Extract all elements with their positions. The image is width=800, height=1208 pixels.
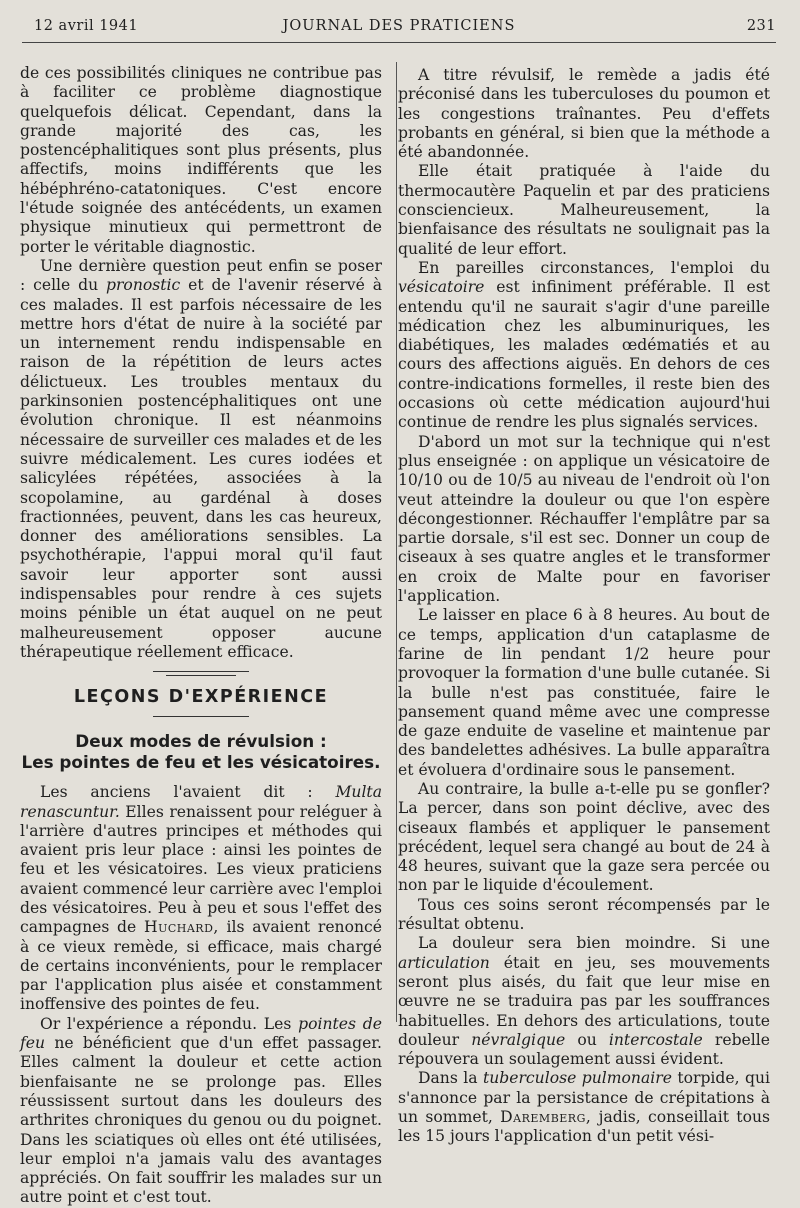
paragraph: En pareilles circonstances, l'emploi du vésicatoire est infiniment préférable. Il est entendu qu'il ne saurait s'agir d'une pareille médication chez les albuminuriques, les diabétiques, les malades œdématiés et au cours des affections aiguës. En dehors de ces contre-indications formelles, il reste bien des occasions où cette médication aujourd'hui continue de rendre les plus signalés services. — [398, 258, 770, 432]
paragraph: Le laisser en place 6 à 8 heures. Au bout de ce temps, application d'un cataplasme de farine de lin pendant 1/2 heure pour provoquer la formation d'une bulle cutanée. Si la bulle n'est pas constituée, faire le pansement quand même avec une compresse de gaze enduite de vaseline et maintenue par des bandelettes adhésives. La bulle apparaîtra et évoluera d'ordinaire sous le pansement. — [398, 606, 770, 779]
paragraph: La douleur sera bien moindre. Si une articulation était en jeu, ses mouvements seront plus aisés, du fait que leur mise en œuvre ne se traduira pas par les souffrances habituelles. En dehors des articulations, toute douleur névralgique ou intercostale rebelle répouvera un soulagement aussi évident. — [398, 934, 770, 1069]
paragraph: Les anciens l'avaient dit : Multa renascuntur. Elles renaissent pour reléguer à l'arrière d'autres principes et méthodes qui avaient pris leur place : ainsi les pointes de feu et les vésicatoires. Les vieux praticiens avaient commencé leur carrière avec l'emploi des vésicatoires. Peu à peu et sous l'effet des campagnes de Huchard, ils avaient renoncé à ce vieux remède, si efficace, mais chargé de certains inconvénients, pour le remplacer par l'application plus aisée et constamment inoffensive des pointes de feu. — [20, 783, 382, 1014]
section-rule — [153, 716, 249, 717]
page-number: 231 — [746, 18, 776, 34]
header-rule — [22, 42, 776, 43]
column-divider — [396, 62, 397, 1022]
running-header — [22, 18, 776, 40]
journal-title: JOURNAL DES PRATICIENS — [282, 18, 516, 34]
right-column — [398, 66, 770, 1147]
paragraph: D'abord un mot sur la technique qui n'est plus enseignée : on applique un vésicatoire de 10/10 ou de 10/5 au niveau de l'endroit où l'on veut atteindre la douleur ou que l'on espère décongestionner. Réchauffer l'emplâtre par sa partie dorsale, s'il est sec. Donner un coup de ciseaux à ses quatre angles et le transformer en croix de Malte pour en favoriser l'application. — [398, 432, 770, 606]
paragraph: A titre révulsif, le remède a jadis été préconisé dans les tuberculoses du poumon et les congestions traînantes. Peu d'effets probants en général, si bien que la méthode a été abandonnée. — [398, 66, 770, 162]
paragraph: Elle était pratiquée à l'aide du thermocautère Paquelin et par des praticiens consciencieux. Malheureusement, la bienfaisance des résultats ne soulignait pas la qualité de leur effort. — [398, 162, 770, 258]
header-date: 12 avril 1941 — [34, 18, 139, 34]
section-rule — [153, 671, 249, 672]
article-title: Deux modes de révulsion : Les pointes de feu et les vésicatoires. — [21, 731, 381, 773]
paragraph: Au contraire, la bulle a-t-elle pu se gonfler? La percer, dans son point déclive, avec des ciseaux flambés et appliquer le pansement précédent, lequel sera changé au bout de 24 à 48 heures, suivant que la gaze sera percée ou non par le liquide d'écoulement. — [398, 779, 770, 895]
left-column — [20, 64, 382, 1208]
section-title: LEÇONS D'EXPÉRIENCE — [73, 687, 329, 708]
paragraph: Or l'expérience a répondu. Les pointes de feu ne bénéficient que d'un effet passager. Elles calment la douleur et cette action bienfaisante ne se prolonge pas. Elles réussissent surtout dans les douleurs des arthrites chroniques du genou ou du poignet. Dans les sciatiques où elles ont été utilisées, leur emploi n'a jamais valu des avantages appréciés. On fait souffrir les malades sur un autre point et c'est tout. — [20, 1014, 382, 1207]
paragraph: Une dernière question peut enfin se poser : celle du pronostic et de l'avenir réservé à ces malades. Il est parfois nécessaire de les mettre hors d'état de nuire à la société par un internement rendu indispensable en raison de la répétition de leurs actes délictueux. Les troubles mentaux du parkinsonien postencéphalitiques ont une évolution chronique. Il est néanmoins nécessaire de surveiller ces malades et de les suivre médicalement. Les cures iodées et salicylées répétées, associées à la scopolamine, au gardénal à doses fractionnées, peuvent, dans les cas heureux, donner des améliorations sensibles. La psychothérapie, l'appui moral qu'il faut savoir leur apporter sont aussi indispensables pour rendre à ces sujets moins pénible un état auquel on ne peut malheureusement opposer aucune thérapeutique réellement efficace. — [20, 256, 382, 661]
paragraph: Dans la tuberculose pulmonaire torpide, qui s'annonce par la persistance de crépitations à un sommet, Daremberg, jadis, conseillait tous les 15 jours l'application d'un petit vési- — [398, 1069, 770, 1146]
paragraph: de ces possibilités cliniques ne contribue pas à faciliter ce problème diagnostique quelquefois délicat. Cependant, dans la grande majorité des cas, les postencéphalitiques sont plus présents, plus affectifs, moins indifférents que les hébéphréno-catatoniques. C'est encore l'étude soignée des antécédents, un examen physique minutieux qui permettront de porter le véritable diagnostic. — [20, 64, 382, 256]
paragraph: Tous ces soins seront récompensés par le résultat obtenu. — [398, 895, 770, 934]
